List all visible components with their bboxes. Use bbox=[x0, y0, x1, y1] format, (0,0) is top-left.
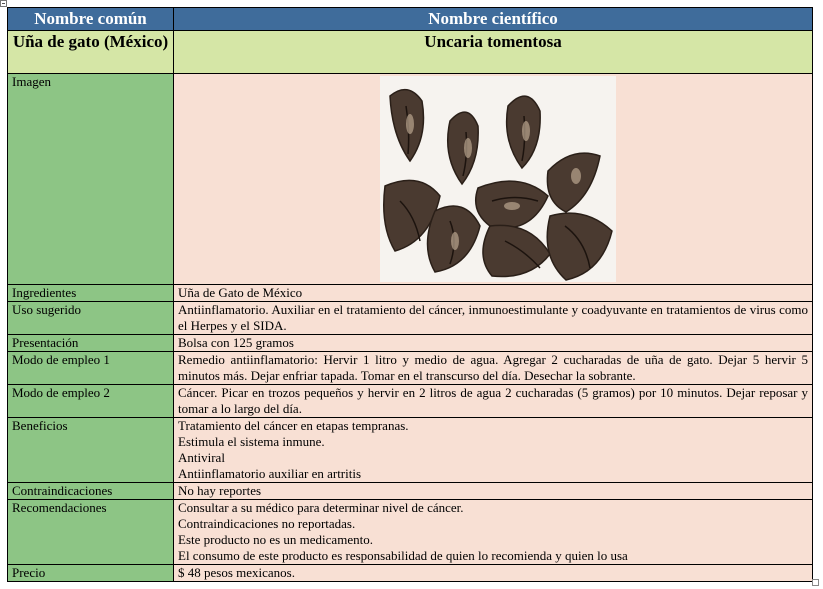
product-info-table bbox=[7, 7, 813, 582]
table-header-row bbox=[8, 8, 813, 31]
value-modo-empleo-2: Cáncer. Picar en trozos pequeños y hervir en 2 litros de agua 2 cucharadas (5 gramos) por 10 minutos. Dejar reposar y tomar a lo largo del día. bbox=[174, 385, 813, 418]
value-presentacion: Bolsa con 125 gramos bbox=[174, 335, 813, 352]
beneficio-line: Antiinflamatorio auxiliar en artritis bbox=[178, 466, 362, 481]
label-ingredientes: Ingredientes bbox=[8, 285, 174, 302]
label-modo-empleo-2: Modo de empleo 2 bbox=[8, 385, 174, 418]
table-row bbox=[8, 500, 813, 565]
header-scientific-name: Nombre científico bbox=[174, 8, 813, 31]
label-precio: Precio bbox=[8, 565, 174, 582]
label-uso-sugerido: Uso sugerido bbox=[8, 302, 174, 335]
scientific-name: Uncaria tomentosa bbox=[174, 31, 813, 74]
label-beneficios: Beneficios bbox=[8, 418, 174, 483]
table-row bbox=[8, 483, 813, 500]
common-name: Uña de gato (México) bbox=[8, 31, 174, 74]
label-recomendaciones: Recomendaciones bbox=[8, 500, 174, 565]
recomendacion-line: El consumo de este producto es responsabilidad de quien lo recomienda y quien lo usa bbox=[178, 548, 628, 563]
table-move-handle-icon[interactable] bbox=[0, 0, 7, 7]
label-imagen: Imagen bbox=[8, 74, 174, 285]
recomendacion-line: Contraindicaciones no reportadas. bbox=[178, 516, 356, 531]
recomendacion-line: Consultar a su médico para determinar nivel de cáncer. bbox=[178, 500, 464, 515]
value-uso-sugerido: Antiinflamatorio. Auxiliar en el tratamiento del cáncer, inmunoestimulante y coadyuvante en tratamientos de virus como el Herpes y el SIDA. bbox=[174, 302, 813, 335]
names-row bbox=[8, 31, 813, 74]
dried-cat-claw-pods-photo-icon bbox=[380, 76, 616, 282]
label-contraindicaciones: Contraindicaciones bbox=[8, 483, 174, 500]
table-row bbox=[8, 302, 813, 335]
value-ingredientes: Uña de Gato de México bbox=[174, 285, 813, 302]
table-row bbox=[8, 565, 813, 582]
table-row bbox=[8, 385, 813, 418]
table-row bbox=[8, 74, 813, 285]
beneficio-line: Antiviral bbox=[178, 450, 225, 465]
table-resize-handle-icon[interactable] bbox=[812, 579, 819, 586]
value-modo-empleo-1: Remedio antiinflamatorio: Hervir 1 litro y medio de agua. Agregar 2 cucharadas de uña de gato. Dejar 5 hervir 5 minutos más. Dejar enfriar tapada. Tomar en el transcurso del día. Desechar la sobrante. bbox=[174, 352, 813, 385]
label-presentacion: Presentación bbox=[8, 335, 174, 352]
value-precio: $ 48 pesos mexicanos. bbox=[174, 565, 813, 582]
value-beneficios bbox=[174, 418, 813, 483]
recomendacion-line: Este producto no es un medicamento. bbox=[178, 532, 373, 547]
table-row bbox=[8, 335, 813, 352]
image-cell bbox=[174, 74, 813, 285]
header-common-name: Nombre común bbox=[8, 8, 174, 31]
beneficio-line: Estimula el sistema inmune. bbox=[178, 434, 325, 449]
table-row bbox=[8, 352, 813, 385]
beneficio-line: Tratamiento del cáncer en etapas tempranas. bbox=[178, 418, 409, 433]
value-contraindicaciones: No hay reportes bbox=[174, 483, 813, 500]
table-row bbox=[8, 418, 813, 483]
value-recomendaciones bbox=[174, 500, 813, 565]
label-modo-empleo-1: Modo de empleo 1 bbox=[8, 352, 174, 385]
table-row bbox=[8, 285, 813, 302]
